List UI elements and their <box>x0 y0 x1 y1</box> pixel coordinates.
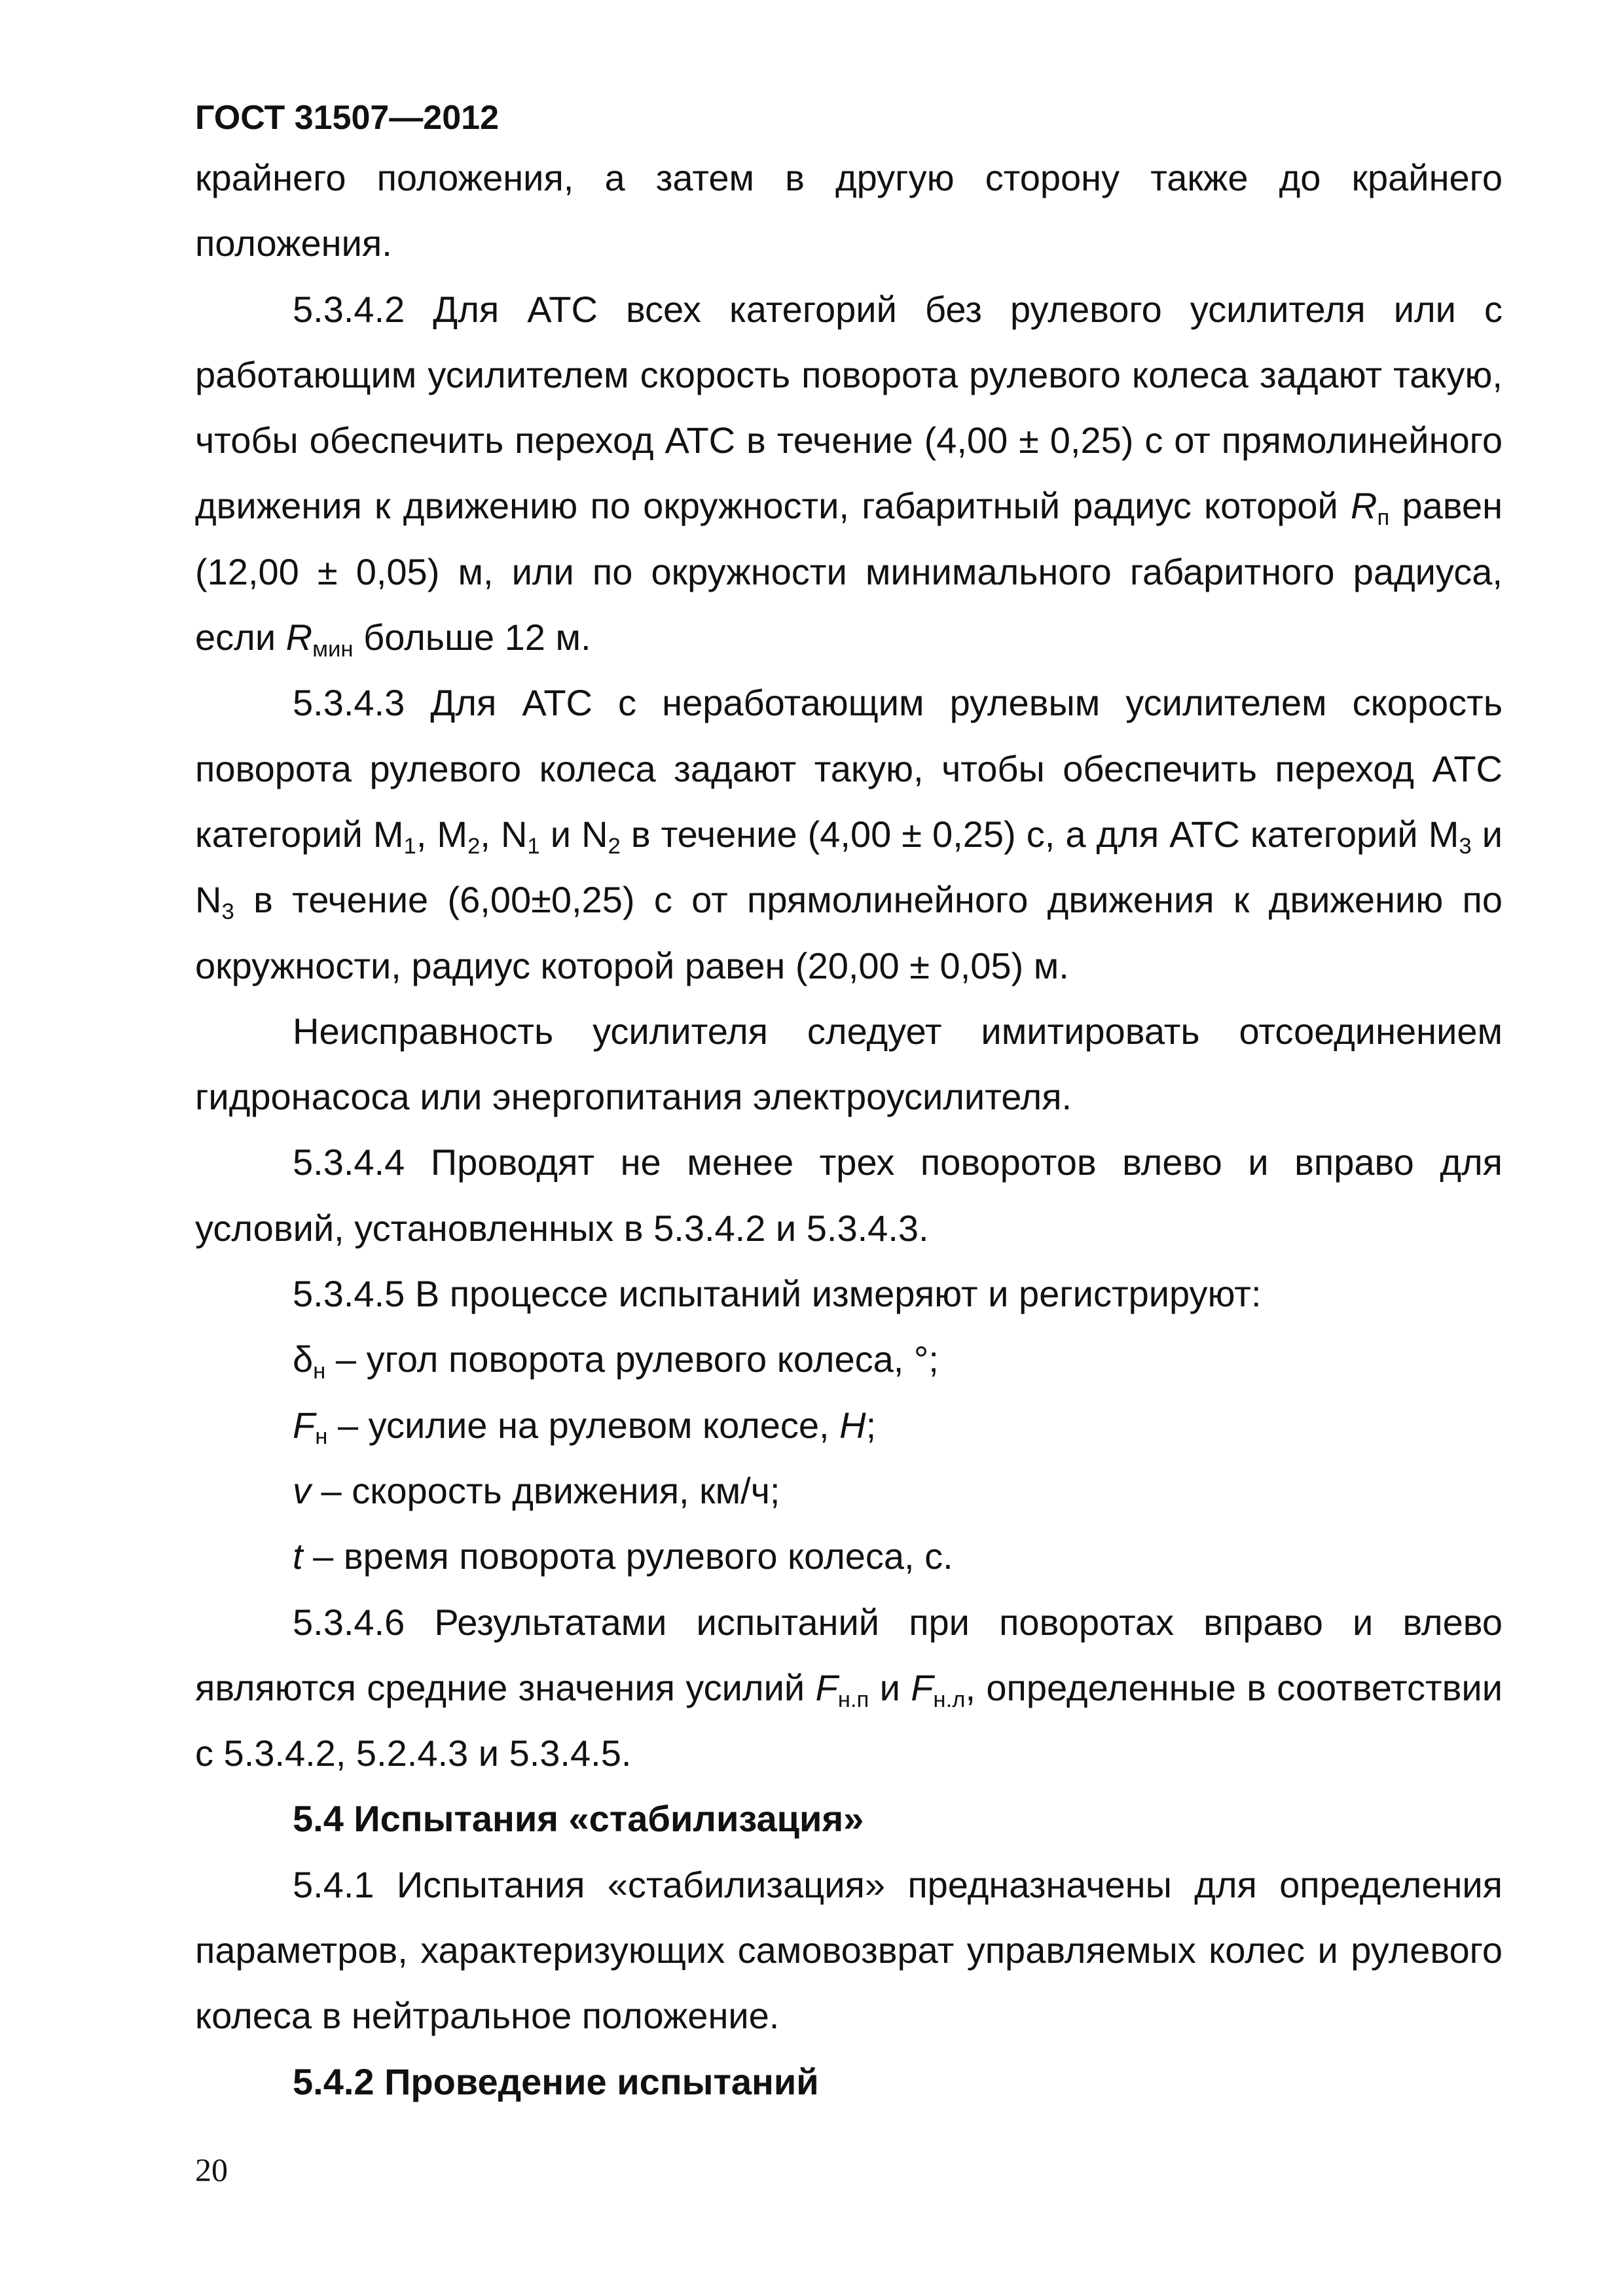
section-heading-5-4-2: 5.4.2 Проведение испытаний <box>293 2060 819 2102</box>
section-heading-5-4: 5.4 Испытания «стабилизация» <box>293 1798 864 1840</box>
paragraph-5-3-4-2: 5.3.4.2 Для АТС всех категорий без рулевого усилителя или с работающим усилителем скорость поворота рулевого колеса задают такую, чтобы обеспечить переход АТС в течение (4,00 ± 0,25) с от прямолинейного движения к движению по окружности, габаритный радиус которой $R_п$ равен (12,00 ± 0,05) м, или по окружности минимального габаритного радиуса, если $R_{мин}$ больше 12 м. <box>195 288 1503 662</box>
page-number: 20 <box>195 2151 228 2188</box>
list-item-delta: $\delta_н$ – угол поворота рулевого колеса, °; <box>293 1338 939 1384</box>
paragraph-5-3-4-3: 5.3.4.3 Для АТС с неработающим рулевым усилителем скорость поворота рулевого колеса задают такую, чтобы обеспечить переход АТС категорий $M_1$, $M_2$, $N_1$ и $N_2$ в течение (4,00 ± 0,25) с, а для АТС категорий $M_3$ и $N_3$ в течение (6,00±0,25) с от прямолинейного движения к движению по окружности, радиус которой равен (20,00 ± 0,05) м. <box>195 682 1503 986</box>
list-item-force: $F_н$ – усилие на рулевом колесе, Н; <box>293 1404 877 1450</box>
subscript: п <box>1377 505 1390 531</box>
paragraph-continuation: крайнего положения, а затем в другую сторону также до крайнего положения. <box>195 157 1503 264</box>
paragraph-5-3-4-6: 5.3.4.6 Результатами испытаний при поворотах вправо и влево являются средние значения усилий $F_{н.п}$ и $F_{н.л}$, определенные в соответствии с 5.3.4.2, 5.2.4.3 и 5.3.4.5. <box>195 1601 1503 1774</box>
list-item-time: t – время поворота рулевого колеса, с. <box>293 1535 953 1577</box>
subscript: мин <box>312 636 354 662</box>
body-text <box>195 145 1503 2115</box>
paragraph-malfunction: Неисправность усилителя следует имитировать отсоединением гидронасоса или энергопитания электроусилителя. <box>195 1010 1503 1118</box>
symbol-r: R <box>285 617 313 658</box>
symbol-r: R <box>1351 485 1377 527</box>
list-item-speed: v – скорость движения, км/ч; <box>293 1469 780 1511</box>
document-header: ГОСТ 31507—2012 <box>195 99 499 137</box>
paragraph-5-3-4-5: 5.3.4.5 В процессе испытаний измеряют и регистрируют: <box>293 1273 1262 1315</box>
paragraph-5-4-1: 5.4.1 Испытания «стабилизация» предназначены для определения параметров, характеризующих самовозврат управляемых колес и рулевого колеса в нейтральное положение. <box>195 1863 1503 2037</box>
paragraph-5-3-4-4: 5.3.4.4 Проводят не менее трех поворотов влево и вправо для условий, установленных в 5.3.4.2 и 5.3.4.3. <box>195 1141 1503 1249</box>
